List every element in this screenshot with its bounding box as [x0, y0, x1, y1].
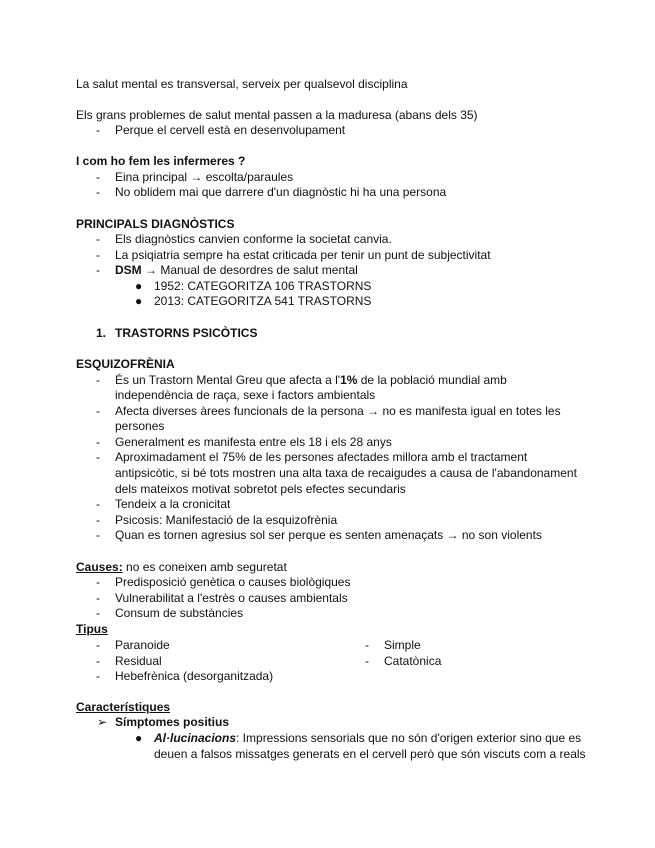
- dash-bullet: -: [96, 263, 100, 277]
- list-item: Quan es tornen agresius sol ser perque es senten amenaçats → no son violents: [115, 528, 542, 542]
- dash-bullet: -: [96, 404, 100, 418]
- list-item: Paranoide: [115, 638, 170, 652]
- list-item: Residual: [115, 654, 162, 668]
- dash-bullet: -: [96, 654, 100, 668]
- circle-bullet: ●: [135, 279, 143, 293]
- list-item: [115, 373, 507, 388]
- definition: : Impressions sensorials que no són d'origen exterior sino que es: [236, 731, 582, 745]
- section-title: TRASTORNS PSICÒTICS: [115, 326, 258, 340]
- dash-bullet: -: [96, 450, 100, 464]
- dash-bullet: -: [365, 654, 369, 668]
- list-item: Catatònica: [384, 654, 442, 668]
- dash-bullet: -: [96, 591, 100, 605]
- dash-bullet: -: [365, 638, 369, 652]
- dash-bullet: -: [96, 497, 100, 511]
- list-item: Simple: [384, 638, 421, 652]
- list-item: Consum de substàncies: [115, 606, 244, 620]
- list-item: Afecta diverses àrees funcionals de la persona → no es manifesta igual en totes les: [115, 404, 561, 418]
- dash-bullet: -: [96, 669, 100, 683]
- list-item-continuation: independència de raça, sexe i factors ambientals: [115, 388, 376, 402]
- causes-text: no es coneixen amb seguretat: [122, 560, 287, 574]
- causes-line: [76, 560, 287, 575]
- arrow-bullet-icon: ➢: [97, 715, 108, 729]
- list-item: La psiqiatria sempre ha estat criticada per tenir un punt de subjectivitat: [115, 248, 491, 262]
- list-item-continuation: deuen a falsos missatges generats en el cervell però que són viscuts com a reals: [154, 747, 586, 761]
- dash-bullet: -: [96, 575, 100, 589]
- list-item: Tendeix a la cronicitat: [115, 497, 231, 511]
- dash-bullet: -: [96, 232, 100, 246]
- dsm-label: DSM: [115, 263, 142, 277]
- section-heading: ESQUIZOFRÈNIA: [76, 357, 175, 371]
- list-item: No oblidem mai que darrere d'un diagnòstic hi ha una persona: [115, 185, 447, 199]
- circle-bullet: ●: [135, 731, 143, 745]
- dash-bullet: -: [96, 373, 100, 387]
- list-item-continuation: antipsicòtic, si bé tots mostren una alta taxa de recaigudes a causa de l'abandonament: [115, 466, 577, 480]
- list-item: Psicosis: Manifestació de la esquizofrènia: [115, 513, 338, 527]
- dash-bullet: -: [96, 248, 100, 262]
- caracteristiques-heading: Característiques: [76, 700, 171, 714]
- list-item: Els diagnòstics canvien conforme la societat canvia.: [115, 232, 392, 246]
- dash-bullet: -: [96, 123, 100, 137]
- dash-bullet: -: [96, 606, 100, 620]
- dash-bullet: -: [96, 185, 100, 199]
- text-run: de la població mundial amb: [357, 373, 507, 387]
- section-heading: I com ho fem les infermeres ?: [76, 154, 246, 168]
- list-item: Predisposició genètica o causes biològiques: [115, 575, 351, 589]
- section-number: 1.: [96, 326, 107, 340]
- text-run: És un Trastorn Mental Greu que afecta a l': [115, 373, 341, 387]
- dash-bullet: -: [96, 638, 100, 652]
- causes-heading: Causes:: [76, 560, 123, 574]
- list-item: Eina principal → escolta/paraules: [115, 170, 294, 184]
- intro-line: La salut mental es transversal, serveix per qualsevol disciplina: [76, 77, 408, 91]
- intro-line: Els grans problemes de salut mental passen a la maduresa (abans dels 35): [76, 108, 478, 122]
- list-item-continuation: dels mateixos motivat sobretot pels efectes secundaris: [115, 482, 406, 496]
- section-heading: PRINCIPALS DIAGNÒSTICS: [76, 217, 235, 231]
- tipus-heading: Tipus: [76, 622, 108, 636]
- list-item: Aproximadament el 75% de les persones afectades millora amb el tractament: [115, 450, 528, 464]
- list-item: 2013: CATEGORITZA 541 TRASTORNS: [154, 294, 372, 308]
- list-item: [154, 731, 581, 746]
- list-item: Hebefrènica (desorganitzada): [115, 669, 274, 683]
- list-item: Generalment es manifesta entre els 18 i els 28 anys: [115, 435, 392, 449]
- list-item: Vulnerabilitat a l'estrès o causes ambientals: [115, 591, 348, 605]
- dash-bullet: -: [96, 528, 100, 542]
- list-item-continuation: persones: [115, 419, 165, 433]
- term: Al·lucinacions: [154, 731, 237, 745]
- circle-bullet: ●: [135, 294, 143, 308]
- list-item: 1952: CATEGORITZA 106 TRASTORNS: [154, 279, 372, 293]
- dash-bullet: -: [96, 435, 100, 449]
- dash-bullet: -: [96, 170, 100, 184]
- dsm-description: → Manual de desordres de salut mental: [141, 263, 358, 277]
- list-item: [115, 263, 358, 278]
- sub-heading: Símptomes positius: [115, 715, 230, 729]
- text-run-bold: 1%: [340, 373, 358, 387]
- dash-bullet: -: [96, 513, 100, 527]
- list-item: Perque el cervell està en desenvolupament: [115, 123, 346, 137]
